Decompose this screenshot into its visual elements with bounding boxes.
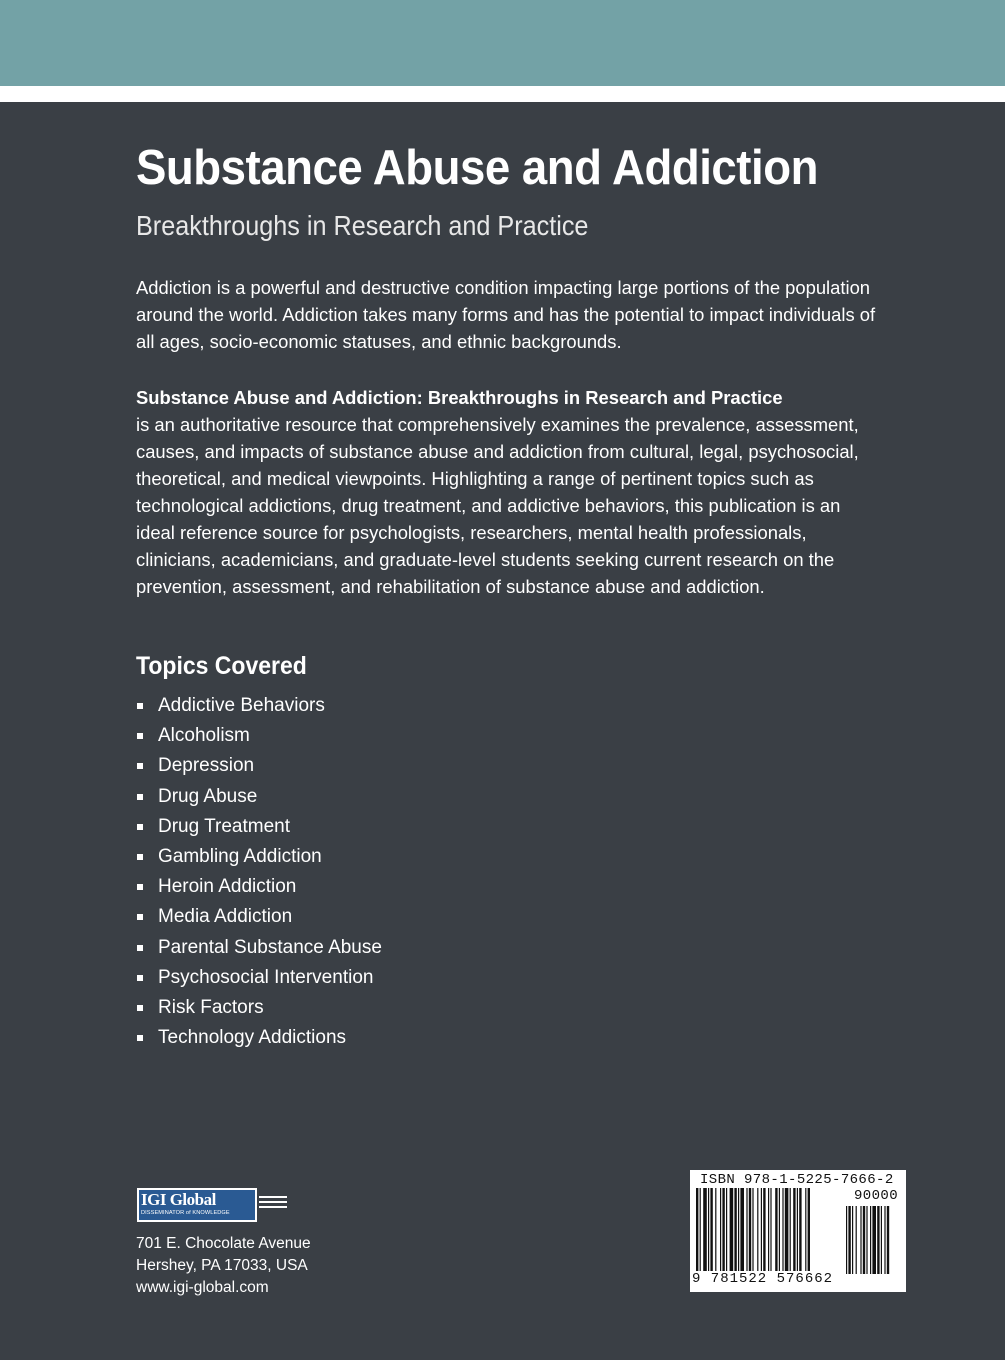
list-item: Alcoholism: [136, 721, 382, 751]
barcode-digits: 9 781522 576662: [692, 1271, 834, 1287]
publisher-address: [136, 1233, 311, 1299]
list-item: Drug Abuse: [136, 782, 382, 812]
topics-heading: Topics Covered: [136, 652, 307, 680]
bullet-icon: [137, 884, 143, 890]
bullet-icon: [137, 824, 143, 830]
bullet-icon: [137, 945, 143, 951]
list-item: Addictive Behaviors: [136, 691, 382, 721]
list-item: Psychosocial Intervention: [136, 963, 382, 993]
list-item: Gambling Addiction: [136, 842, 382, 872]
address-city: Hershey, PA 17033, USA: [136, 1257, 308, 1274]
list-item: Drug Treatment: [136, 812, 382, 842]
book-subtitle: Breakthroughs in Research and Practice: [136, 210, 589, 241]
bullet-icon: [137, 703, 143, 709]
bullet-icon: [137, 794, 143, 800]
list-item: Parental Substance Abuse: [136, 933, 382, 963]
topics-list: [136, 691, 382, 1053]
list-item: Media Addiction: [136, 902, 382, 932]
list-item: Technology Addictions: [136, 1023, 382, 1053]
intro-paragraph: Addiction is a powerful and destructive condition impacting large portions of the population around the world. Addiction takes many forms and has the potential to impact individuals of all ages, socio-economic statuses, and ethnic backgrounds.: [136, 277, 876, 352]
description-text: is an authoritative resource that comprehensively examines the prevalence, assessment, causes, and impacts of substance abuse and addiction from cultural, legal, psychosocial, theoretical, and medical viewpoints. Highlighting a range of pertinent topics such as technological addictions, drug treatment, and addictive behaviors, this publication is an ideal reference source for psychologists, researchers, mental health professionals, clinicians, academicians, and graduate-level students seeking current research on the prevention, assessment, and rehabilitation of substance abuse and addiction.: [136, 414, 859, 597]
white-divider: [0, 86, 1005, 102]
description-paragraph: [136, 384, 876, 600]
price-code: 90000: [853, 1188, 898, 1204]
address-street: 701 E. Chocolate Avenue: [136, 1235, 311, 1252]
igi-global-logo: [136, 1187, 258, 1223]
logo-text: IGI Global: [141, 1190, 216, 1209]
description-bold-title: Substance Abuse and Addiction: Breakthroughs in Research and Practice: [136, 387, 783, 408]
publisher-block: [136, 1187, 311, 1299]
isbn-barcode: [690, 1170, 906, 1292]
top-color-band: [0, 0, 1005, 86]
logo-lines-icon: [259, 1196, 287, 1211]
bullet-icon: [137, 854, 143, 860]
bullet-icon: [137, 1005, 143, 1011]
list-item: Risk Factors: [136, 993, 382, 1023]
publisher-website: www.igi-global.com: [136, 1279, 269, 1296]
bullet-icon: [137, 763, 143, 769]
bullet-icon: [137, 733, 143, 739]
list-item: Heroin Addiction: [136, 872, 382, 902]
list-item: Depression: [136, 751, 382, 781]
book-title: Substance Abuse and Addiction: [136, 141, 818, 195]
bullet-icon: [137, 975, 143, 981]
logo-tagline: DISSEMINATOR of KNOWLEDGE: [141, 1210, 230, 1216]
bullet-icon: [137, 1035, 143, 1041]
isbn-text: ISBN 978-1-5225-7666-2: [700, 1172, 894, 1188]
bullet-icon: [137, 914, 143, 920]
